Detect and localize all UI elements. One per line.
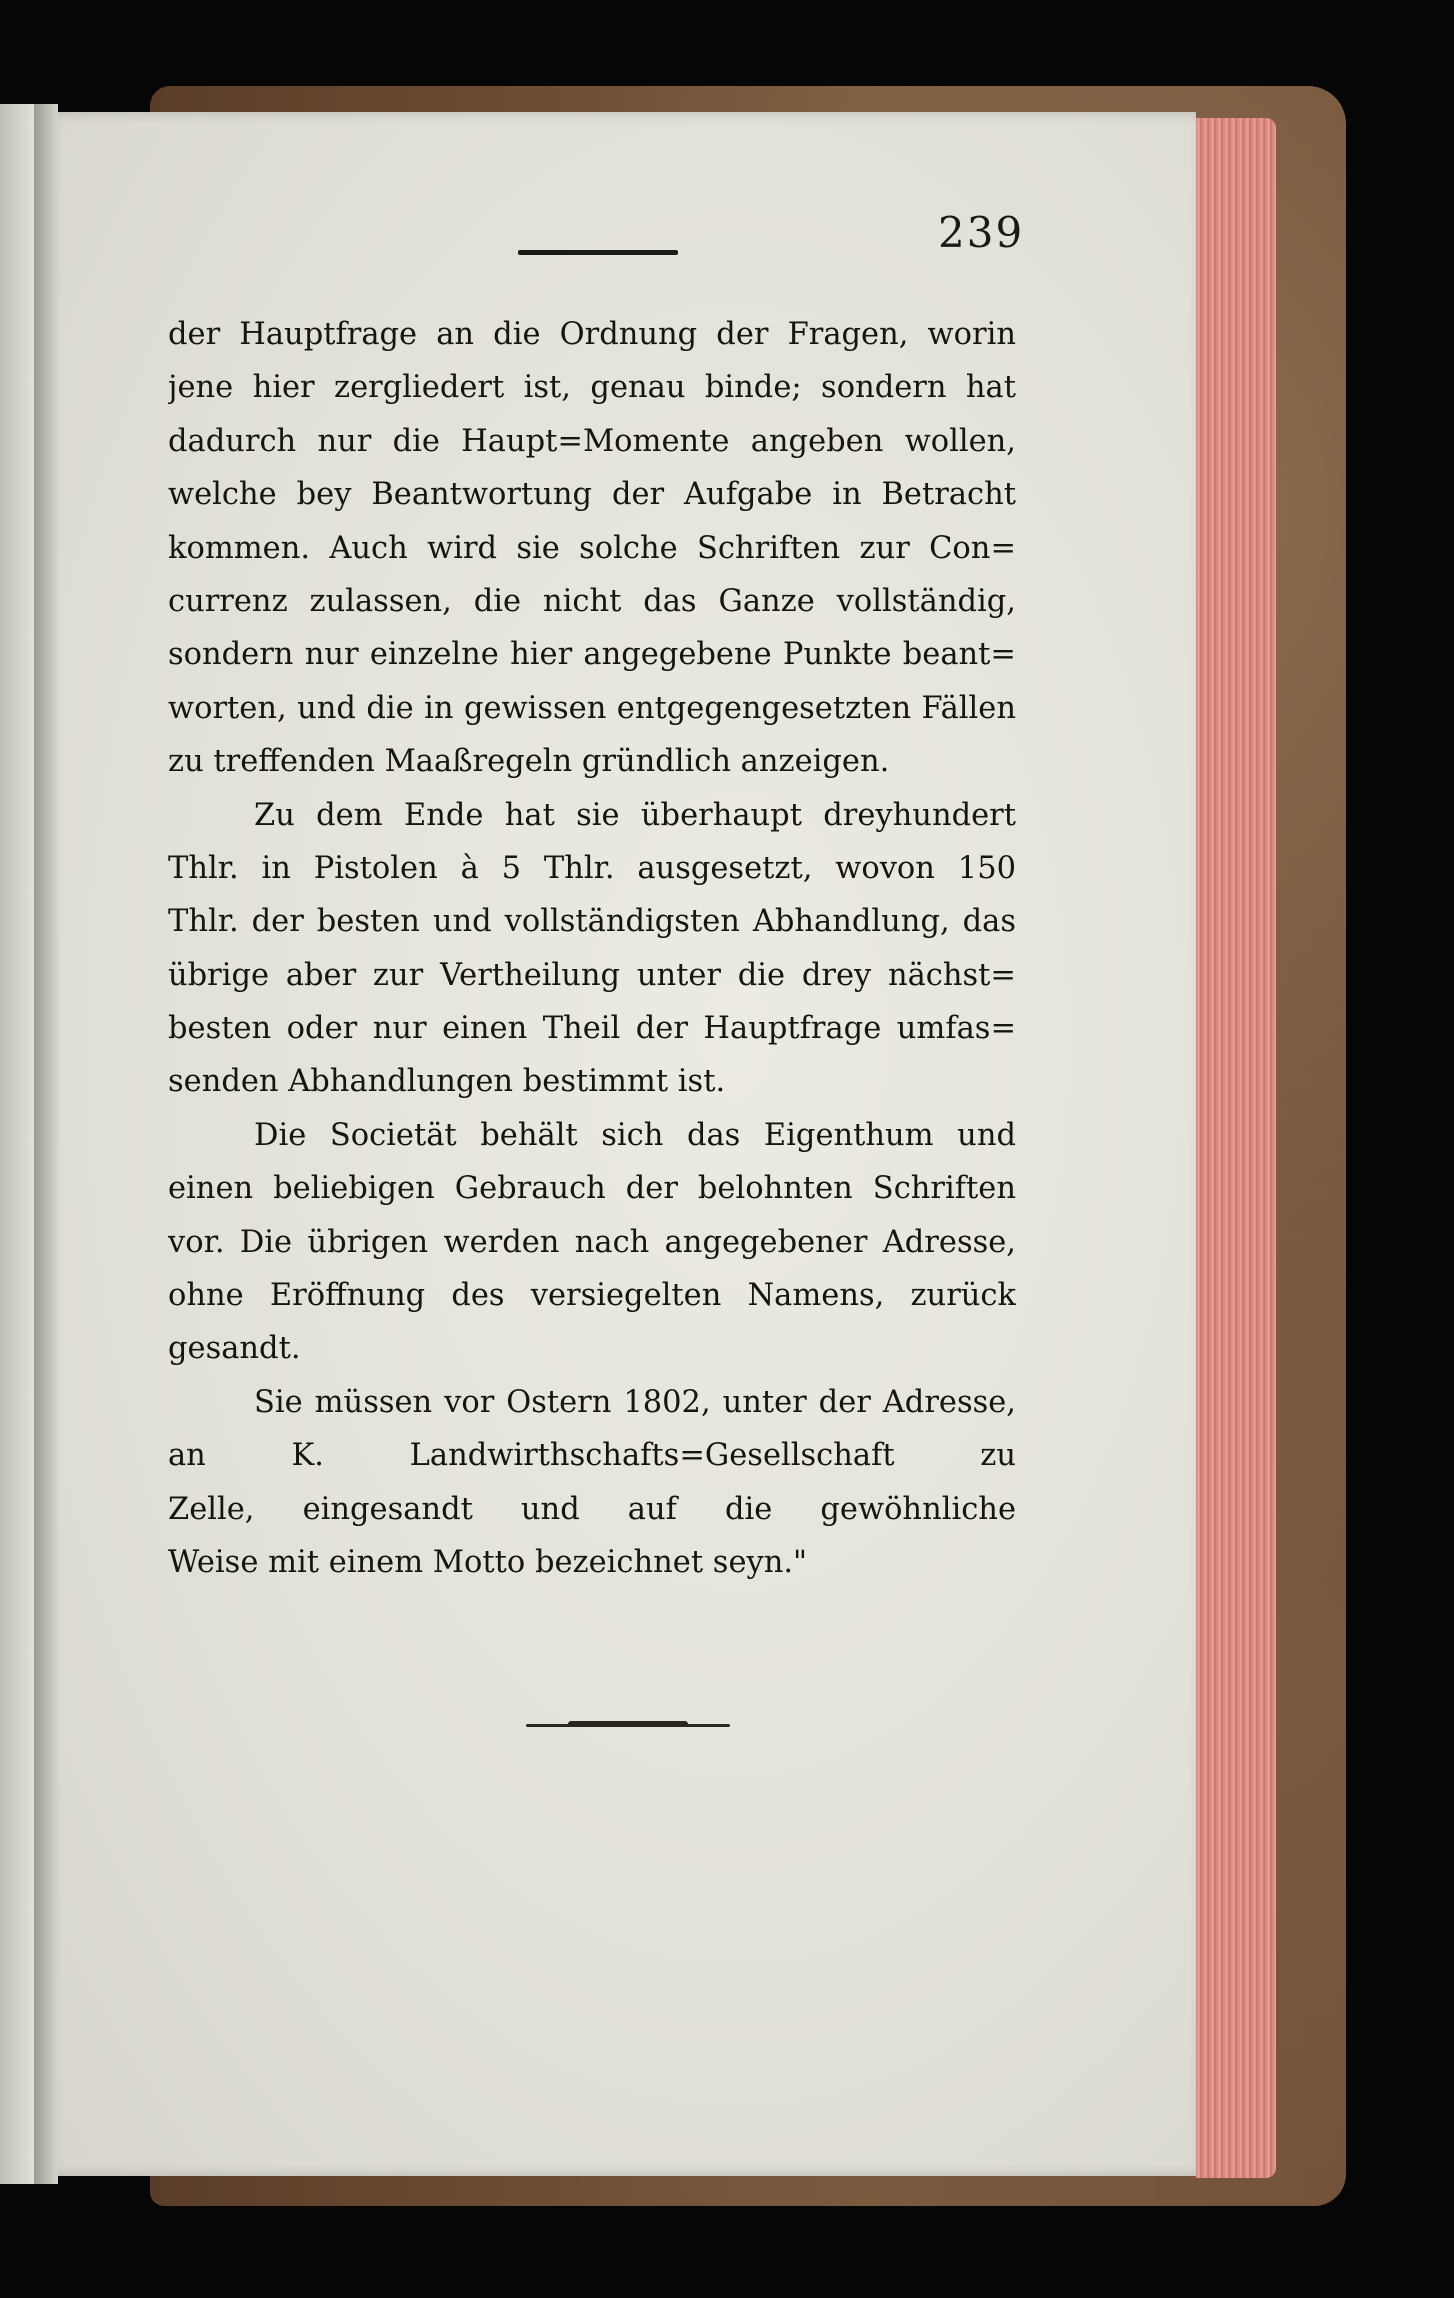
text-line: Die Societät behält sich das Eigenthum und xyxy=(254,1117,1016,1153)
text-line: Sie müssen vor Ostern 1802, unter der Adresse, xyxy=(254,1384,1016,1420)
header-rule xyxy=(518,250,678,255)
text-line: kommen. Auch wird sie solche Schriften zur Con= xyxy=(168,530,1016,566)
text-line: einen beliebigen Gebrauch der belohnten Schriften xyxy=(168,1171,1016,1207)
text-line: übrige aber zur Vertheilung unter die drey nächst= xyxy=(168,957,1016,993)
text-line: sondern nur einzelne hier angegebene Punkte beant= xyxy=(168,637,1016,673)
text-line: currenz zulassen, die nicht das Ganze vollständig, xyxy=(168,583,1016,619)
text-line: worten, und die in gewissen entgegengesetzten Fällen xyxy=(168,690,1016,726)
page-number: 239 xyxy=(938,208,1025,257)
text-line: dadurch nur die Haupt=Momente angeben wollen, xyxy=(168,423,1016,459)
text-line: der Hauptfrage an die Ordnung der Fragen, worin xyxy=(168,317,1016,352)
text-line: besten oder nur einen Theil der Hauptfrage umfas= xyxy=(168,1011,1016,1047)
text-line: gesandt. xyxy=(168,1331,301,1367)
text-line: ohne Eröffnung des versiegelten Namens, zurück xyxy=(168,1278,1016,1314)
text-line: Zelle, eingesandt und auf die gewöhnliche xyxy=(168,1491,1016,1527)
text-line: senden Abhandlungen bestimmt ist. xyxy=(168,1064,726,1100)
text-line: vor. Die übrigen werden nach angegebener Adresse, xyxy=(168,1224,1016,1260)
text-line: Thlr. in Pistolen à 5 Thlr. ausgesetzt, wovon 150 xyxy=(168,850,1016,886)
text-line: Weise mit einem Motto bezeichnet seyn." xyxy=(168,1544,808,1580)
body-text xyxy=(168,308,1016,1589)
end-rule-center xyxy=(568,1721,688,1727)
text-line: Thlr. der besten und vollständigsten Abhandlung, das xyxy=(168,904,1016,940)
text-line: jene hier zergliedert ist, genau binde; sondern hat xyxy=(168,370,1016,406)
facing-page-edge xyxy=(0,104,36,2184)
gutter-shadow xyxy=(34,104,58,2184)
text-line: an K. Landwirthschafts=Gesellschaft zu xyxy=(168,1438,1016,1474)
page-edges xyxy=(1196,118,1276,2178)
text-line: welche bey Beantwortung der Aufgabe in Betracht xyxy=(168,477,1016,513)
text-line: zu treffenden Maaßregeln gründlich anzeigen. xyxy=(168,744,890,780)
text-line: Zu dem Ende hat sie überhaupt dreyhundert xyxy=(254,797,1016,833)
